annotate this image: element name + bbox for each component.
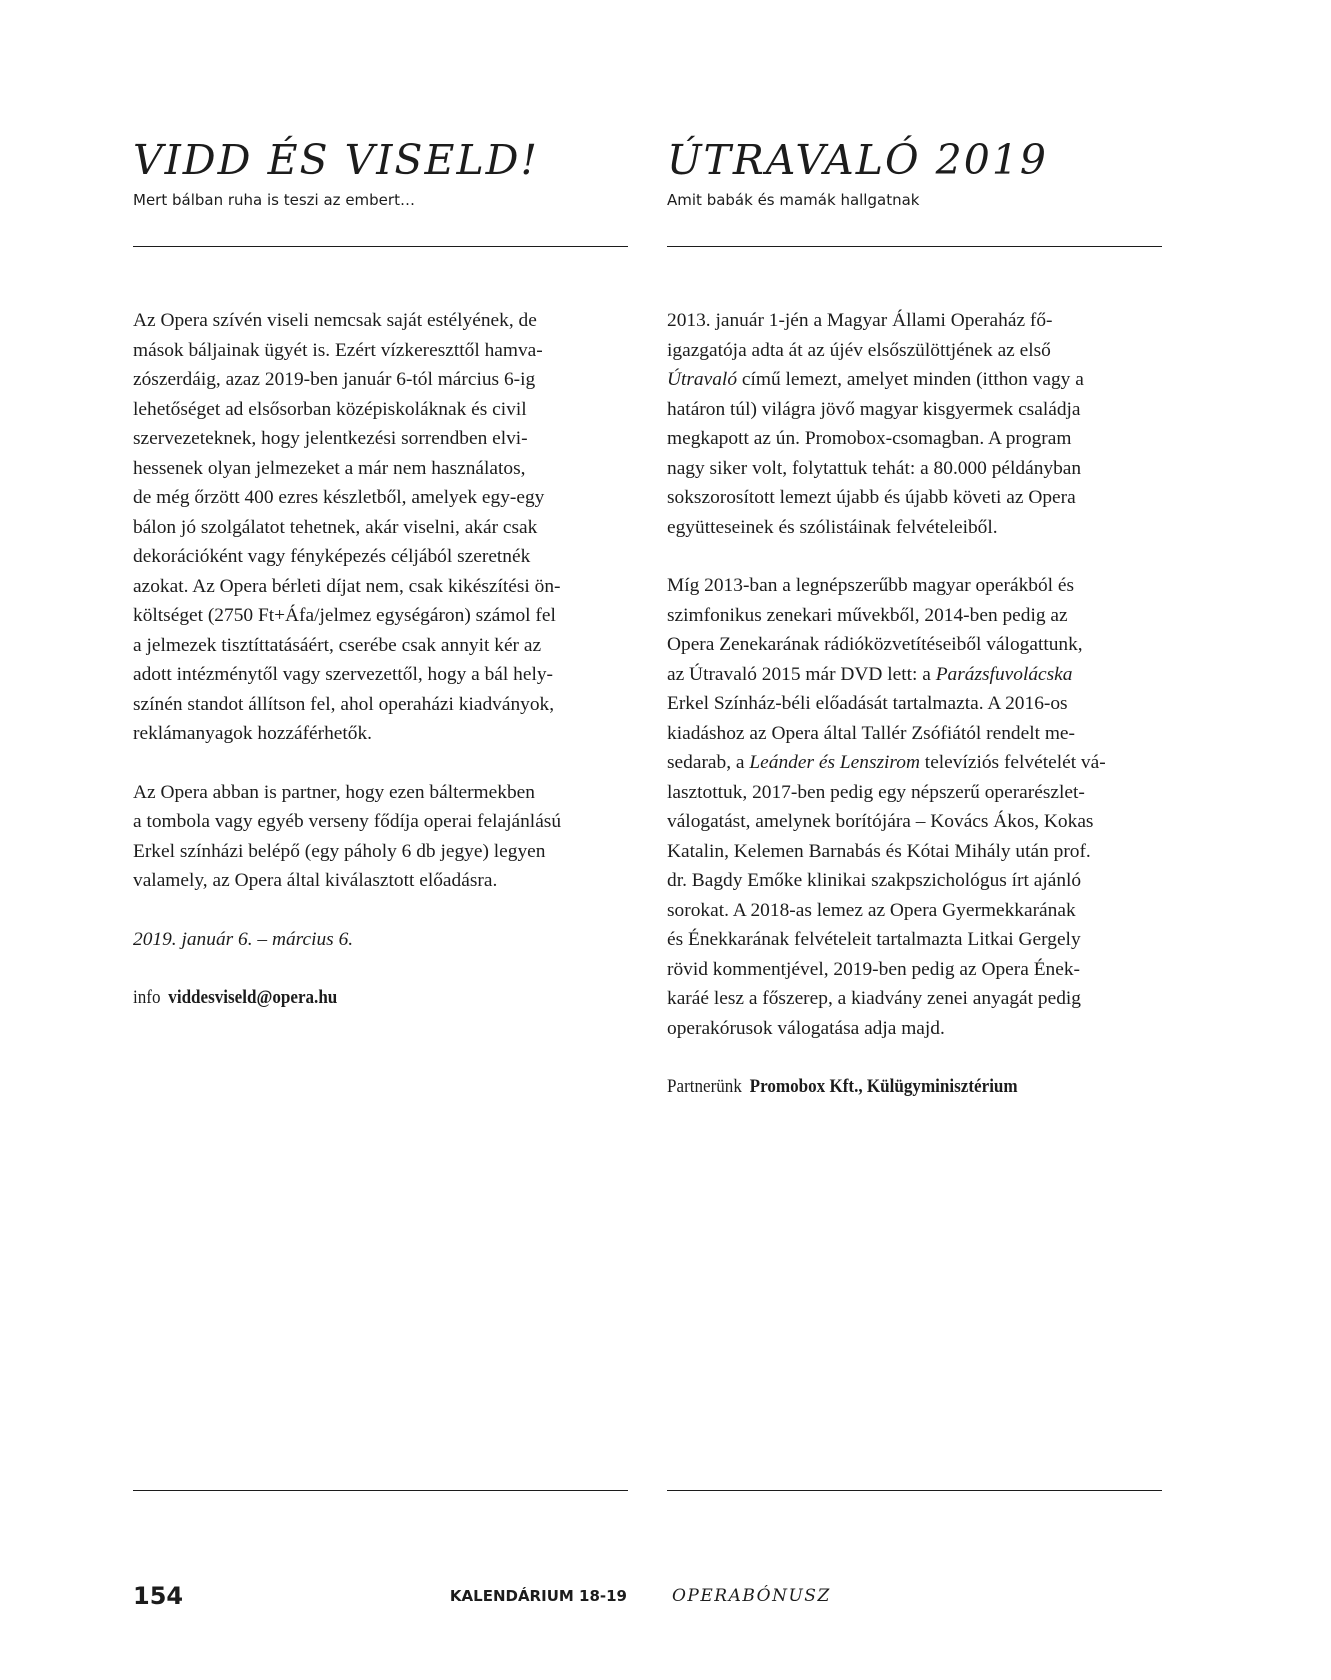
partner-names: Promobox Kft., Külügyminisztérium <box>749 1076 1018 1097</box>
paragraph: 2013. január 1-jén a Magyar Állami Operaház fő- igazgatója adta át az újév elsőszülöttjének az első Útravaló című lemezt, amelyet minden (itthon vagy a határon túl) világra jövő magyar kisgyermek családja megkapott az ún. Promobox-csomagban. A program nagy siker volt, folytattuk tehát: a 80.000 példányban sokszorosított lemezt újabb és újabb követi az Opera együtteseinek és szólistáinak felvételeiből. <box>667 310 1084 538</box>
page-number: 154 <box>133 1582 184 1610</box>
section-name: OPERABÓNUSZ <box>672 1586 831 1606</box>
article-subtitle: Amit babák és mamák hallgatnak <box>667 191 920 209</box>
info-line <box>133 983 569 1013</box>
left-article-body <box>133 306 628 1042</box>
article-title: VIDD ÉS VISELD! <box>133 136 540 184</box>
divider-bottom-right <box>667 1490 1162 1491</box>
divider-bottom-left <box>133 1490 628 1491</box>
publication-name: KALENDÁRIUM 18-19 <box>449 1587 627 1605</box>
divider-top-right <box>667 246 1162 247</box>
info-label: info <box>133 987 161 1008</box>
right-article-body <box>667 306 1162 1131</box>
divider-top-left <box>133 246 628 247</box>
article-subtitle: Mert bálban ruha is teszi az embert… <box>133 191 415 209</box>
paragraph: Míg 2013-ban a legnépszerűbb magyar operákból és szimfonikus zenekari művekből, 2014-ben pedig az Opera Zenekarának rádióközvetítéseiből válogattunk, az Útravaló 2015 már DVD lett: a Parázsfuvolácska Erkel Színház-béli előadását tartalmazta. A 2016-os kiadáshoz az Opera által Tallér Zsófiától rendelt me- sedarab, a Leánder és Lenszirom televíziós felvételét vá- lasztottuk, 2017-ben pedig egy népszerű operarészlet- válogatást, amelynek borítójára – Kovács Ákos, Kokas Katalin, Kelemen Barnabás és Kótai Mihály után prof. dr. Bagdy Emőke klinikai szakpszichológus írt ajánló sorokat. A 2018-as lemez az Opera Gyermekkarának és Énekkarának felvételeit tartalmazta Litkai Gergely rövid kommentjével, 2019-ben pedig az Opera Ének- karáé lesz a főszerep, a kiadvány zenei anyagát pedig operakórusok válogatása adja majd. <box>667 575 1106 1039</box>
paragraph: Az Opera abban is partner, hogy ezen báltermekben a tombola vagy egyéb verseny fődíja operai felajánlású Erkel színházi belépő (egy páholy 6 db jegye) legyen valamely, az Opera által kiválasztott előadásra. <box>133 781 562 891</box>
info-email-link[interactable]: viddesviseld@opera.hu <box>168 987 338 1008</box>
event-date: 2019. január 6. – március 6. <box>133 928 354 950</box>
article-title: ÚTRAVALÓ 2019 <box>667 136 1048 184</box>
partner-line <box>667 1072 1103 1102</box>
paragraph: Az Opera szívén viseli nemcsak saját estélyének, de mások báljainak ügyét is. Ezért vízkereszttől hamva- zószerdáig, azaz 2019-ben január 6-tól március 6-ig lehetőséget ad elsősorban középiskoláknak és civil szervezeteknek, hogy jelentkezési sorrendben elvi- hessenek olyan jelmezeket a már nem használatos, de még őrzött 400 ezres készletből, amelyek egy-egy bálon jó szolgálatot tehetnek, akár viselni, akár csak dekorációként vagy fényképezés céljából szeretnék azokat. Az Opera bérleti díjat nem, csak kikészítési ön- költséget (2750 Ft+Áfa/jelmez egységáron) számol fel a jelmezek tisztíttatásáért, cserébe csak annyit kér az adott intézménytől vagy szervezettől, hogy a bál hely- színén standot állítson fel, ahol operaházi kiadványok, reklámanyagok hozzáférhetők. <box>133 310 561 744</box>
partner-label: Partnerünk <box>667 1076 742 1097</box>
page-footer <box>0 1580 1331 1612</box>
